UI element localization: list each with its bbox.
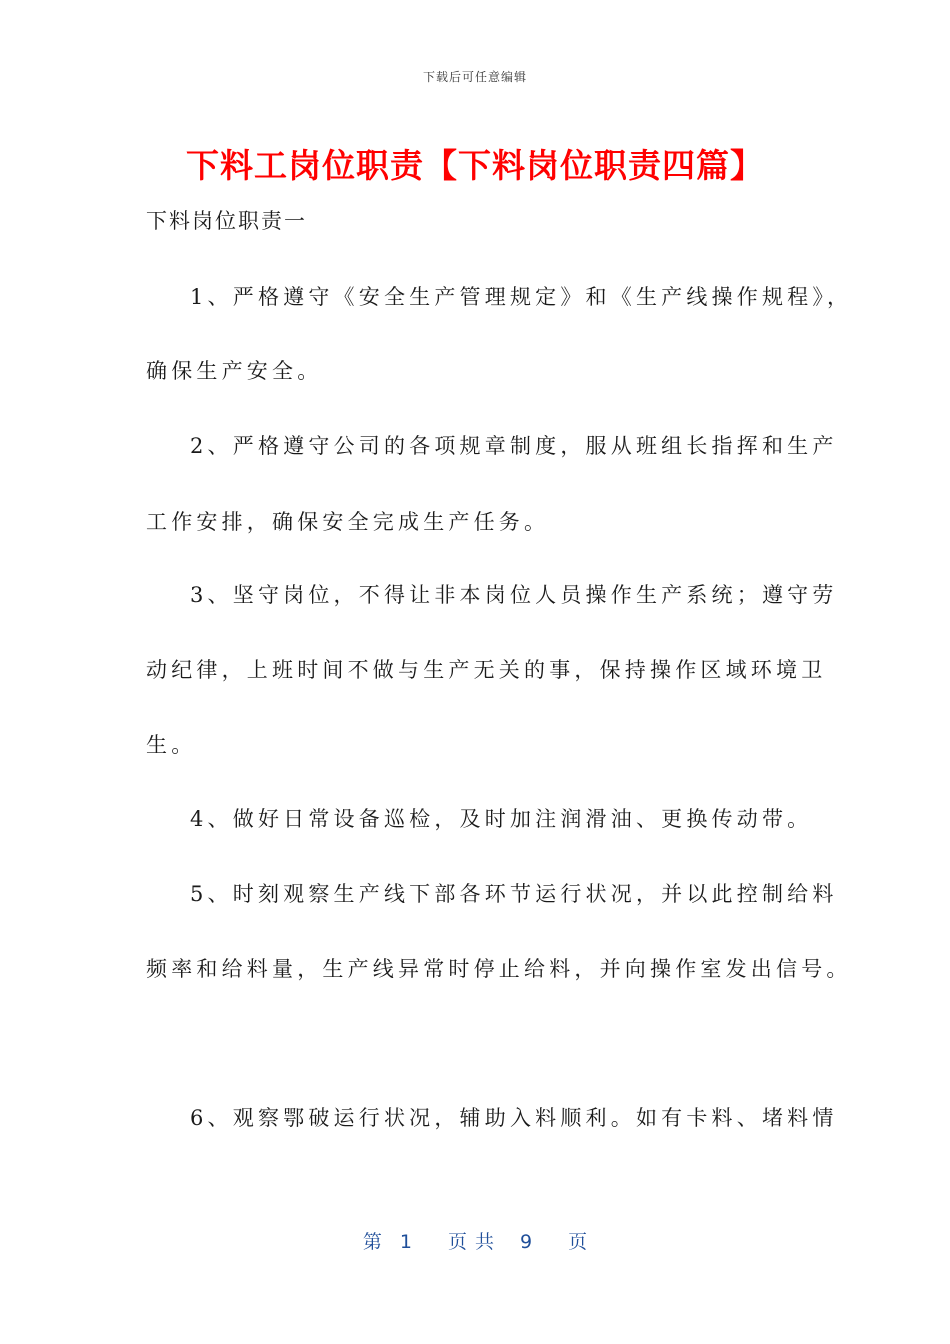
paragraph-line: 4、做好日常设备巡检，及时加注润滑油、更换传动带。	[190, 807, 813, 831]
paragraph-line: 2、严格遵守公司的各项规章制度，服从班组长指挥和生产	[190, 434, 838, 458]
header-note: 下载后可任意编辑	[422, 70, 527, 84]
page-label-prefix: 第	[362, 1231, 382, 1253]
paragraph-line: 生。	[146, 733, 197, 757]
paragraph-line: 工作安排，确保安全完成生产任务。	[146, 510, 550, 534]
current-page-number: 1	[399, 1231, 412, 1253]
paragraph-line: 动纪律，上班时间不做与生产无关的事，保持操作区域环境卫	[146, 658, 827, 682]
paragraph-line: 3、坚守岗位，不得让非本岗位人员操作生产系统；遵守劳	[190, 583, 838, 607]
paragraph-line: 6、观察鄂破运行状况，辅助入料顺利。如有卡料、堵料情	[190, 1106, 838, 1130]
page-label-middle: 页共	[447, 1231, 502, 1253]
paragraph-line: 确保生产安全。	[146, 359, 323, 383]
document-title: 下料工岗位职责【下料岗位职责四篇】	[186, 146, 764, 185]
page-footer	[0, 1227, 950, 1254]
paragraph-line: 5、时刻观察生产线下部各环节运行状况，并以此控制给料	[190, 882, 838, 906]
page-label-suffix: 页	[568, 1231, 588, 1253]
paragraph-line: 频率和给料量，生产线异常时停止给料，并向操作室发出信号。	[146, 957, 852, 981]
paragraph-line: 1、严格遵守《安全生产管理规定》和《生产线操作规程》，	[190, 285, 853, 309]
section-heading: 下料岗位职责一	[146, 209, 307, 233]
total-pages-number: 9	[520, 1231, 533, 1253]
